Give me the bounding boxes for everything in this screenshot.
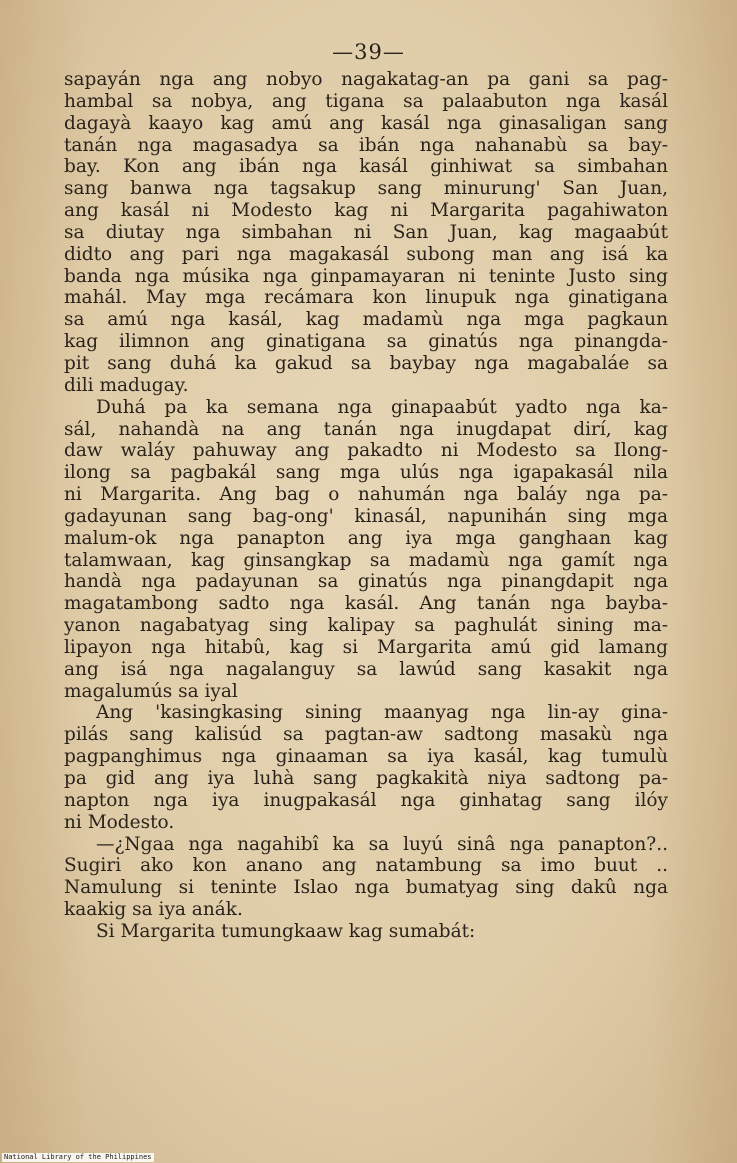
text-line: dagayà kaayo kag amú ang kasál nga ginasaligan sang bbox=[64, 112, 668, 134]
text-line: handà nga padayunan sa ginatús nga pinangdapit nga bbox=[64, 571, 668, 593]
page-number: —39— bbox=[332, 40, 405, 64]
text-line: Duhá pa ka semana nga ginapaabút yadto nga ka- bbox=[96, 396, 668, 418]
text-line: yanon nagabatyag sing kalipay sa paghulát sining ma- bbox=[64, 615, 668, 637]
text-line: Ang 'kasingkasing sining maanyag nga lin-ay gina- bbox=[96, 702, 668, 724]
text-line: ni Margarita. Ang bag o nahumán nga baláy nga pa- bbox=[64, 484, 668, 506]
text-line: kag ilimnon ang ginatigana sa ginatús nga pinangda- bbox=[64, 331, 668, 353]
text-line: Si Margarita tumungkaaw kag sumabát: bbox=[96, 920, 476, 942]
text-line: lipayon nga hitabû, kag si Margarita amú gid lamang bbox=[64, 636, 668, 658]
text-line: ilong sa pagbakál sang mga ulús nga igapakasál nila bbox=[64, 462, 668, 484]
text-line: sang banwa nga tagsakup sang minurung' San Juan, bbox=[64, 178, 668, 200]
text-line: sál, nahandà na ang tanán nga inugdapat dirí, kag bbox=[64, 418, 668, 440]
text-line: sapayán nga ang nobyo nagakatag-an pa gani sa pag- bbox=[64, 69, 668, 90]
text-line: dili madugay. bbox=[64, 374, 189, 396]
text-line: tanán nga magasadya sa ibán nga nahanabù sa bay- bbox=[64, 134, 668, 156]
text-line: ang kasál ni Modesto kag ni Margarita pagahiwaton bbox=[64, 200, 668, 222]
text-line: daw waláy pahuway ang pakadto ni Modesto sa Ilong- bbox=[64, 440, 668, 462]
text-line: pilás sang kalisúd sa pagtan-aw sadtong masakù nga bbox=[64, 724, 668, 746]
body-text bbox=[64, 69, 668, 943]
text-line: mahál. May mga recámara kon linupuk nga ginatigana bbox=[64, 287, 668, 309]
text-line: magatambong sadto nga kasál. Ang tanán nga bayba- bbox=[64, 593, 668, 615]
text-line: napton nga iya inugpakasál nga ginhatag sang ilóy bbox=[64, 789, 668, 811]
text-line: Sugiri ako kon anano ang natambung sa imo buut .. bbox=[64, 855, 668, 877]
text-line: talamwaan, kag ginsangkap sa madamù nga gamít nga bbox=[64, 549, 668, 571]
text-line: ang isá nga nagalanguy sa lawúd sang kasakit nga bbox=[64, 658, 668, 680]
text-line: kaakig sa iya anák. bbox=[64, 899, 243, 921]
text-line: pa gid ang iya luhà sang pagkakità niya sadtong pa- bbox=[64, 768, 668, 789]
text-line: magalumús sa iyal bbox=[64, 680, 238, 702]
text-line: malum-ok nga panapton ang iya mga ganghaan kag bbox=[64, 527, 668, 549]
text-line: sa amú nga kasál, kag madamù nga mga pagkaun bbox=[64, 309, 668, 331]
library-watermark: National Library of the Philippines bbox=[4, 1153, 152, 1161]
text-line: gadayunan sang bag-ong' kinasál, napunihán sing mga bbox=[64, 505, 668, 527]
text-line: ni Modesto. bbox=[64, 811, 175, 833]
text-line: sa diutay nga simbahan ni San Juan, kag magaabút bbox=[64, 221, 668, 243]
text-line: bay. Kon ang ibán nga kasál ginhiwat sa simbahan bbox=[64, 156, 668, 178]
text-line: pagpanghimus nga ginaaman sa iya kasál, kag tumulù bbox=[64, 746, 668, 768]
text-line: banda nga músika nga ginpamayaran ni teninte Justo sing bbox=[64, 265, 668, 287]
text-line: pit sang duhá ka gakud sa baybay nga magabaláe sa bbox=[64, 352, 668, 374]
text-line: hambal sa nobya, ang tigana sa palaabuton nga kasál bbox=[64, 90, 668, 112]
text-line: didto ang pari nga magakasál subong man ang isá ka bbox=[64, 243, 668, 265]
text-line: —¿Ngaa nga nagahibî ka sa luyú sinâ nga panapton?.. bbox=[96, 833, 668, 855]
text-line: Namulung si teninte Islao nga bumatyag sing dakû nga bbox=[64, 877, 668, 899]
